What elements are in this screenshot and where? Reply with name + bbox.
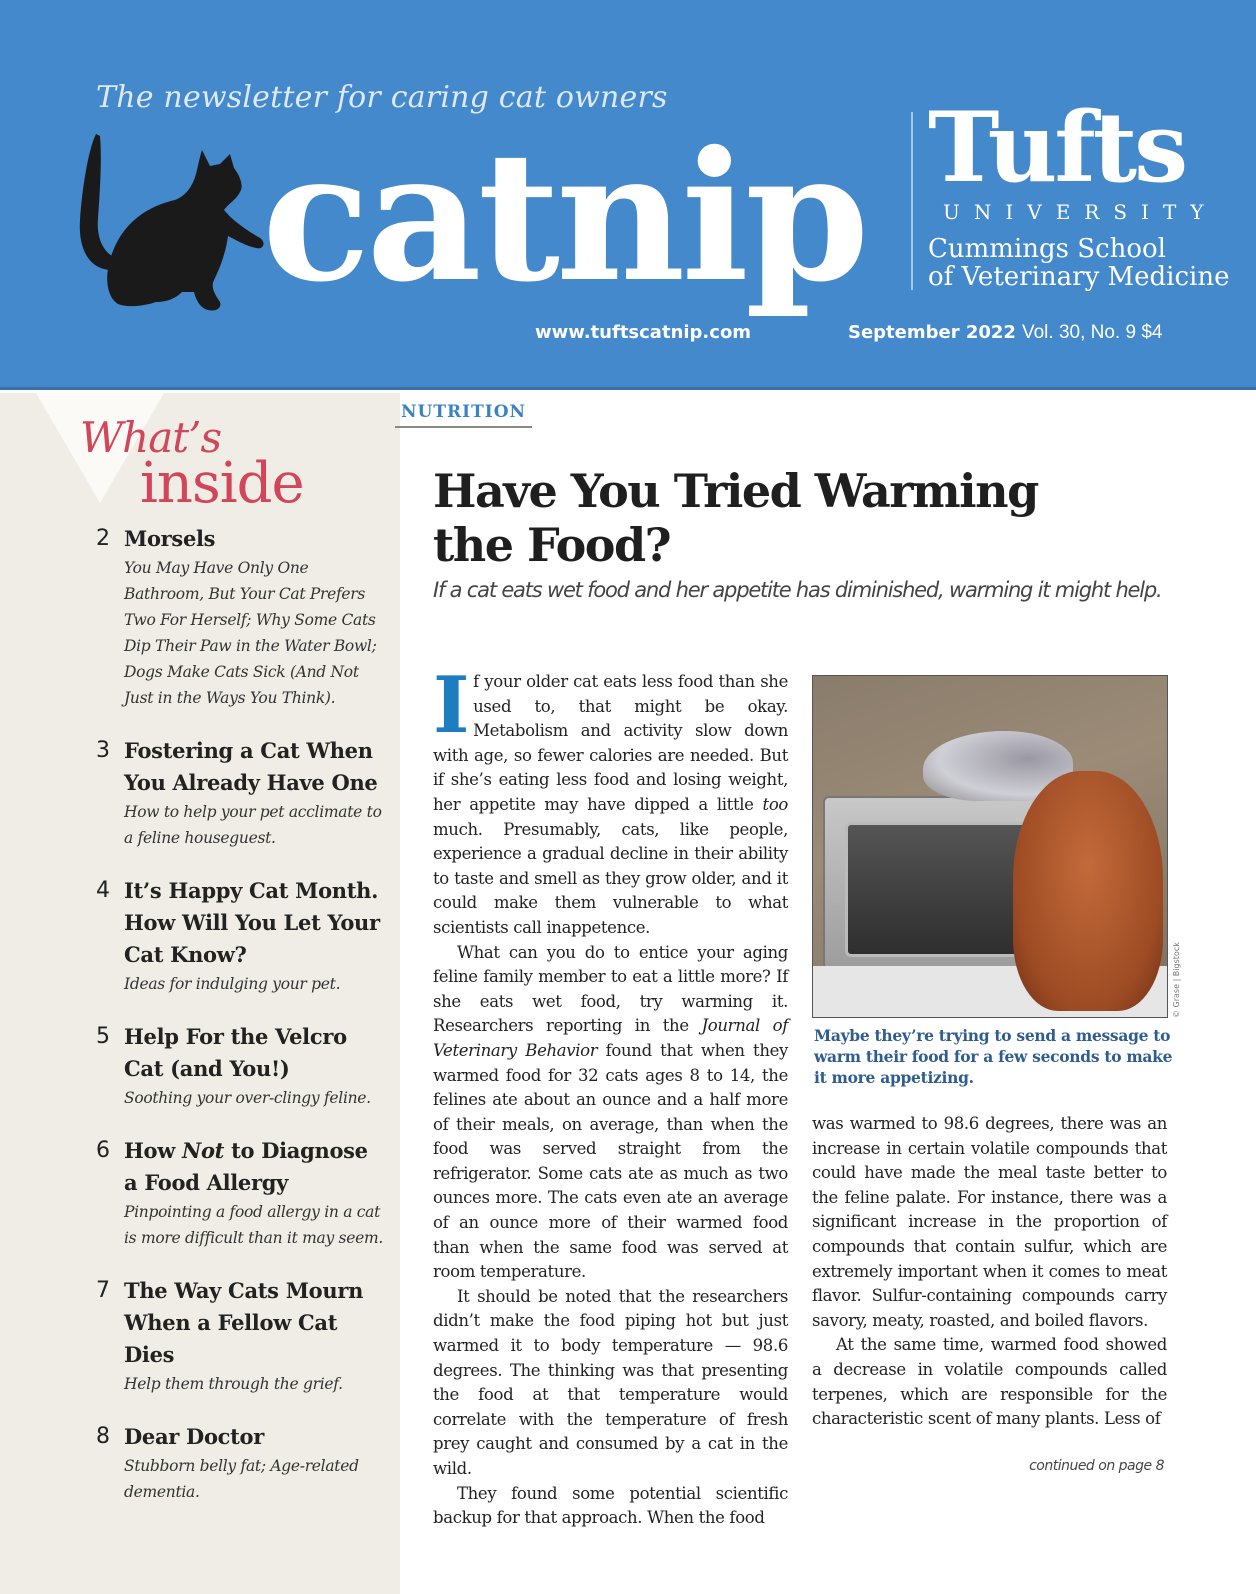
toc-description: Ideas for indulging your pet. bbox=[124, 975, 341, 993]
university-label: UNIVERSITY bbox=[943, 200, 1218, 224]
toc-item-velcro-cat[interactable] bbox=[96, 1021, 386, 1111]
toc-page-number: 5 bbox=[96, 1024, 110, 1049]
toc-title: Fostering a Cat When You Already Have One bbox=[124, 738, 378, 795]
toc-description: Stubborn belly fat; Age-related dementia. bbox=[124, 1457, 359, 1501]
school-name-line2: of Veterinary Medicine bbox=[928, 262, 1230, 292]
paragraph: What can you do to entice your aging feline family member to eat a little more? If she eats wet food, try warming it. Researchers reporting in the Journal of Veterinary Behavior found that when they warmed food for 32 cats ages 8 to 14, the felines ate about an ounce and a half more of their meals, on average, than when the food was served straight from the refrigerator. Some cats ate as much as two ounces more. The cats even ate an average of an ounce more of their warmed food than when the same food was served at room temperature. bbox=[433, 942, 788, 1282]
toc-description: Soothing your over-clingy feline. bbox=[124, 1089, 371, 1107]
toc-page-number: 2 bbox=[96, 526, 110, 551]
toc-title: The Way Cats Mourn When a Fellow Cat Dies bbox=[124, 1278, 364, 1367]
toc-title: How Not to Diagnose a Food Allergy bbox=[124, 1138, 368, 1195]
paragraph: They found some potential scientific backup for that approach. When the food bbox=[433, 1483, 788, 1528]
cat-silhouette-icon bbox=[60, 130, 270, 315]
article-column-2 bbox=[812, 1112, 1167, 1432]
toc-item-food-allergy[interactable] bbox=[96, 1135, 386, 1251]
toc-title: Morsels bbox=[124, 526, 216, 551]
tagline: The newsletter for caring cat owners bbox=[96, 80, 668, 115]
section-label: NUTRITION bbox=[395, 402, 532, 428]
article-deck: If a cat eats wet food and her appetite has diminished, warming it might help. bbox=[433, 578, 1162, 602]
toc-page-number: 6 bbox=[96, 1138, 110, 1163]
issue-info bbox=[848, 322, 1162, 344]
toc-item-mourning[interactable] bbox=[96, 1275, 386, 1397]
toc-page-number: 8 bbox=[96, 1424, 110, 1449]
toc-description: Help them through the grief. bbox=[124, 1375, 343, 1393]
paragraph: It should be noted that the researchers didn’t make the food piping hot but just warmed it to body temperature — 98.6 degrees. The thinking was that presenting the food at that temperature would correlate with the temperature of fresh prey caught and consumed by a cat in the wild. bbox=[433, 1286, 788, 1478]
photo-caption: Maybe they’re trying to send a message to warm their food for a few seconds to make it more appetizing. bbox=[814, 1026, 1173, 1087]
paragraph: If your older cat eats less food than she used to, that might be okay. Metabolism and activity slow down with age, so fewer calories are needed. But if she’s eating less food and losing weight, her appetite may have dipped a little too much. Presumably, cats, like people, experience a gradual decline in their ability to taste and smell as they grow older, and it could make them vulnerable to what scientists call inappetence. bbox=[433, 660, 788, 937]
paragraph: was warmed to 98.6 degrees, there was an increase in certain volatile compounds that could have made the meal taste better to the feline palate. For instance, there was a significant increase in the proportion of compounds that contain sulfur, which are extremely important when it comes to meat flavor. Sulfur-containing compounds carry savory, meaty, roasted, and boiled flavors. bbox=[812, 1114, 1167, 1330]
toc-item-dear-doctor[interactable] bbox=[96, 1421, 386, 1505]
paragraph: At the same time, warmed food showed a decrease in volatile compounds called terpenes, which are responsible for the characteristic scent of many plants. Less of bbox=[812, 1335, 1167, 1429]
orange-cat-illustration bbox=[1013, 771, 1163, 1011]
issue-volume: Vol. 30, No. 9 $4 bbox=[1021, 322, 1163, 343]
toc-page-number: 3 bbox=[96, 738, 110, 763]
toc-description: How to help your pet acclimate to a feline houseguest. bbox=[124, 803, 382, 847]
sidebar-heading-whats: What’s bbox=[80, 413, 222, 462]
tufts-logo: Tufts bbox=[928, 91, 1186, 204]
toc-page-number: 4 bbox=[96, 878, 110, 903]
continued-link[interactable]: continued on page 8 bbox=[1029, 1458, 1164, 1474]
issue-month: September 2022 bbox=[848, 322, 1016, 343]
article-photo bbox=[812, 675, 1168, 1018]
sidebar-heading-inside: inside bbox=[140, 451, 304, 516]
school-name-line1: Cummings School bbox=[928, 234, 1166, 264]
toc-title: Help For the Velcro Cat (and You!) bbox=[124, 1024, 347, 1081]
logo-divider bbox=[911, 112, 913, 290]
toc-title: Dear Doctor bbox=[124, 1424, 265, 1449]
toc-description: You May Have Only One Bathroom, But Your Cat Prefers Two For Herself; Why Some Cats Dip Their Paw in the Water Bowl; Dogs Make Cats Sick (And Not Just in the Ways You Think). bbox=[124, 559, 377, 707]
toc-item-happy-cat-month[interactable] bbox=[96, 875, 386, 997]
article-headline: Have You Tried Warming the Food? bbox=[433, 464, 1038, 572]
website-link[interactable]: www.tuftscatnip.com bbox=[535, 322, 752, 343]
photo-credit: © Grase | Bigstock bbox=[1172, 942, 1181, 1018]
toc-title: It’s Happy Cat Month. How Will You Let Your Cat Know? bbox=[124, 878, 380, 967]
toc-description: Pinpointing a food allergy in a cat is more difficult than it may seem. bbox=[124, 1203, 383, 1247]
whats-inside-sidebar bbox=[0, 393, 400, 1594]
toc-item-fostering[interactable] bbox=[96, 735, 386, 851]
drop-cap: I bbox=[433, 660, 470, 751]
toc-item-morsels[interactable] bbox=[96, 523, 386, 711]
table-of-contents bbox=[96, 523, 386, 1529]
catnip-logo: catnip bbox=[262, 112, 866, 321]
article-column-1 bbox=[433, 660, 788, 1531]
masthead bbox=[0, 0, 1256, 390]
toc-page-number: 7 bbox=[96, 1278, 110, 1303]
